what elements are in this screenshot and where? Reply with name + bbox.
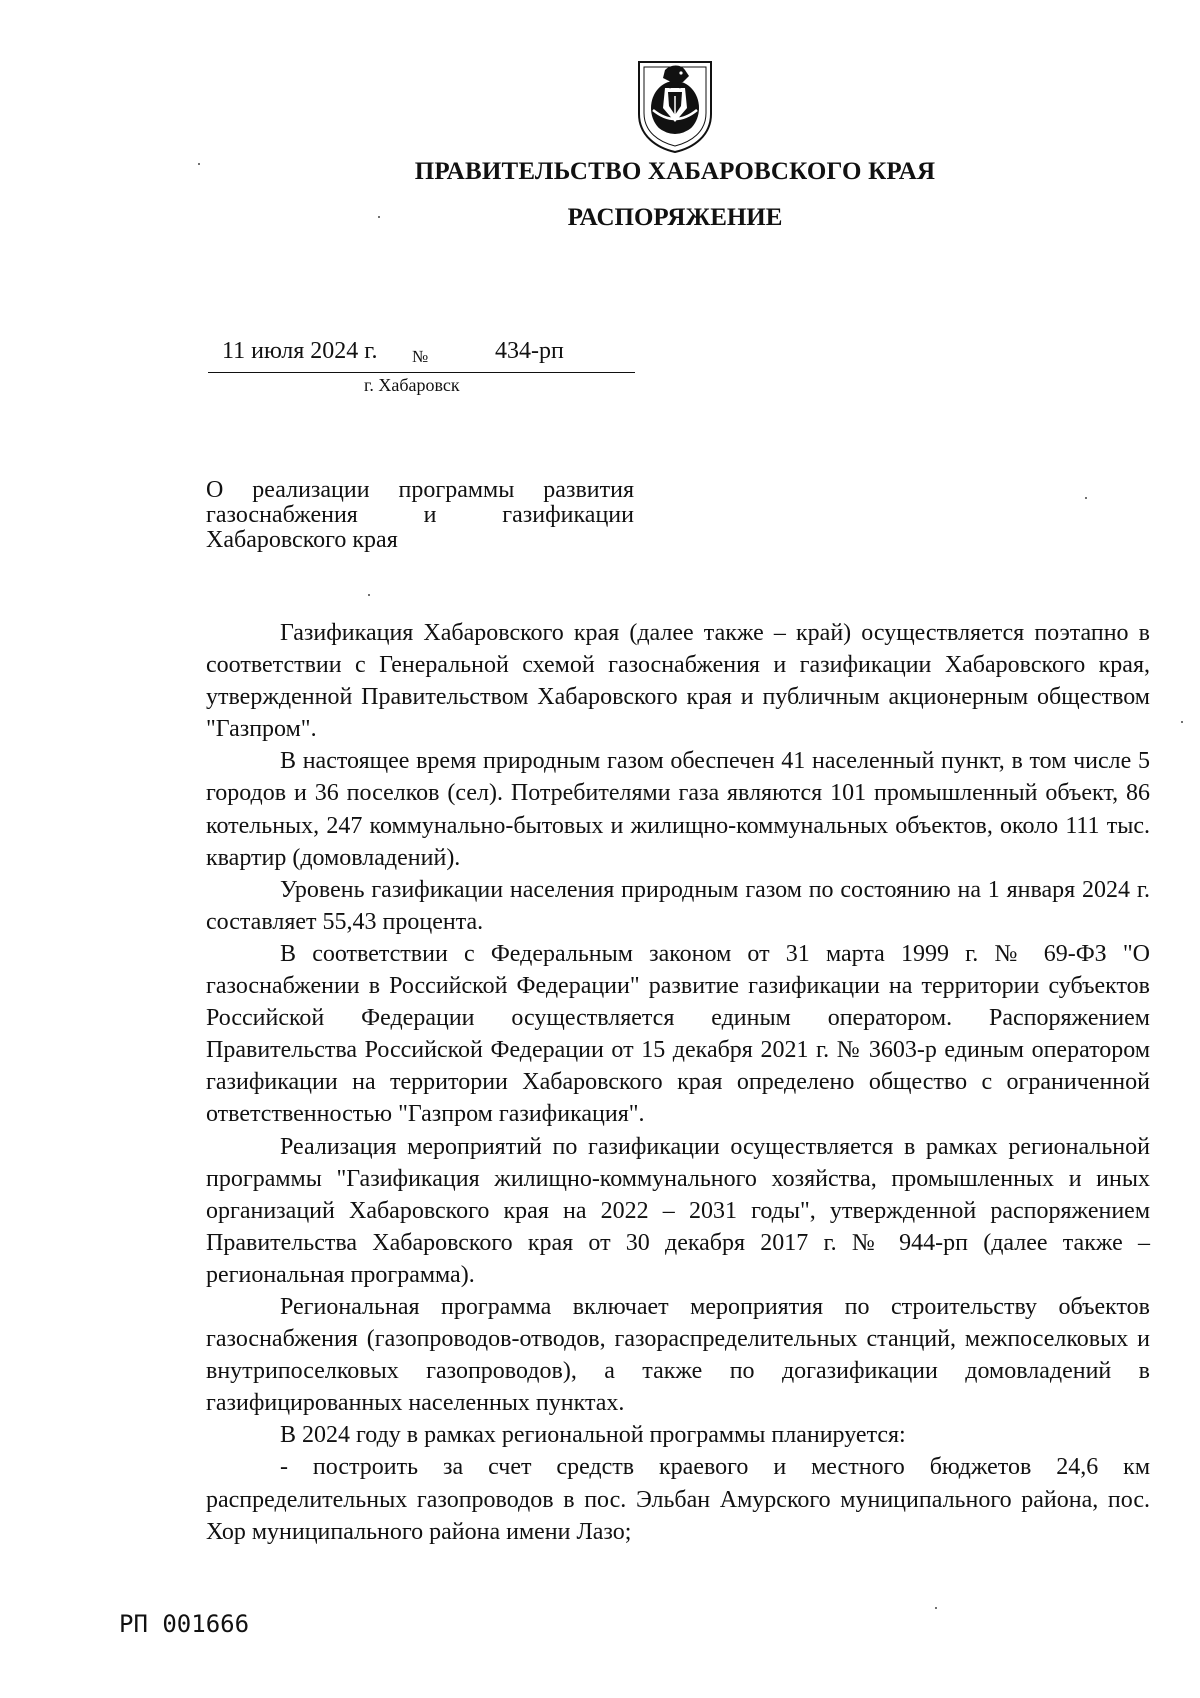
- form-serial-code: РП 001666: [119, 1610, 250, 1638]
- emblem: [635, 58, 715, 154]
- body-paragraph: - построить за счет средств краевого и местного бюджетов 24,6 км распределительных газопроводов в пос. Эльбан Амурского муниципального района, пос. Хор муниципального района имени Лазо;: [206, 1454, 1150, 1545]
- scan-speck: [198, 163, 200, 165]
- body-paragraph: Газификация Хабаровского края (далее также – край) осуществляется поэтапно в соответствии с Генеральной схемой газоснабжения и газификации Хабаровского края, утвержденной Правительством Хабаровского края и публичным акционерным обществом "Газпром".: [206, 620, 1150, 743]
- scan-speck: [1085, 497, 1087, 499]
- body-paragraph: Уровень газификации населения природным газом по состоянию на 1 января 2024 г. составляет 55,43 процента.: [206, 876, 1150, 935]
- subject-line: Хабаровского края: [206, 527, 398, 553]
- document-date: 11 июля 2024 г.: [222, 338, 378, 364]
- date-underline: [208, 372, 635, 373]
- body-paragraph: Региональная программа включает мероприятия по строительству объектов газоснабжения (газопроводов-отводов, газораспределительных станций, межпоселковых и внутрипоселковых газопроводов), а также по догазификации домовладений в газифицированных населенных пунктах.: [206, 1293, 1150, 1417]
- document-number: 434-рп: [495, 338, 564, 364]
- scan-speck: [1181, 721, 1183, 723]
- government-title: ПРАВИТЕЛЬСТВО ХАБАРОВСКОГО КРАЯ: [414, 158, 936, 185]
- document-city: г. Хабаровск: [364, 375, 460, 395]
- khabarovsk-coat-of-arms-icon: [635, 58, 715, 154]
- document-type: РАСПОРЯЖЕНИЕ: [567, 204, 783, 231]
- document-body: [206, 617, 1150, 1548]
- body-paragraph: В настоящее время природным газом обеспечен 41 населенный пункт, в том числе 5 городов и 36 поселков (сел). Потребителями газа являются 101 промышленный объект, 86 котельных, 247 коммунально-бытовых и жилищно-коммунальных объектов, около 111 тыс. квартир (домовладений).: [206, 748, 1150, 871]
- number-sign: №: [412, 347, 429, 366]
- scan-speck: [378, 216, 380, 218]
- body-paragraph: В 2024 году в рамках региональной программы планируется:: [280, 1422, 906, 1449]
- subject-line: газоснабжения и газификации: [206, 502, 634, 528]
- body-paragraph: Реализация мероприятий по газификации осуществляется в рамках региональной программы "Газификация жилищно-коммунального хозяйства, промышленных и иных организаций Хабаровского края на 2022 – 2031 годы", утвержденной распоряжением Правительства Хабаровского края от 30 декабря 2017 г. № 944-рп (далее также – региональная программа).: [206, 1133, 1150, 1288]
- document-subject: [206, 478, 634, 553]
- scan-speck: [368, 594, 370, 596]
- body-paragraph: В соответствии с Федеральным законом от 31 марта 1999 г. № 69-ФЗ "О газоснабжении в Российской Федерации" развитие газификации на территории субъектов Российской Федерации осуществляется единым оператором. Распоряжением Правительства Российской Федерации от 15 декабря 2021 г. № 3603-р единым оператором газификации на территории Хабаровского края определено общество с ограниченной ответственностью "Газпром газификация".: [206, 940, 1150, 1128]
- scan-speck: [935, 1607, 937, 1609]
- subject-line: О реализации программы развития: [206, 477, 634, 503]
